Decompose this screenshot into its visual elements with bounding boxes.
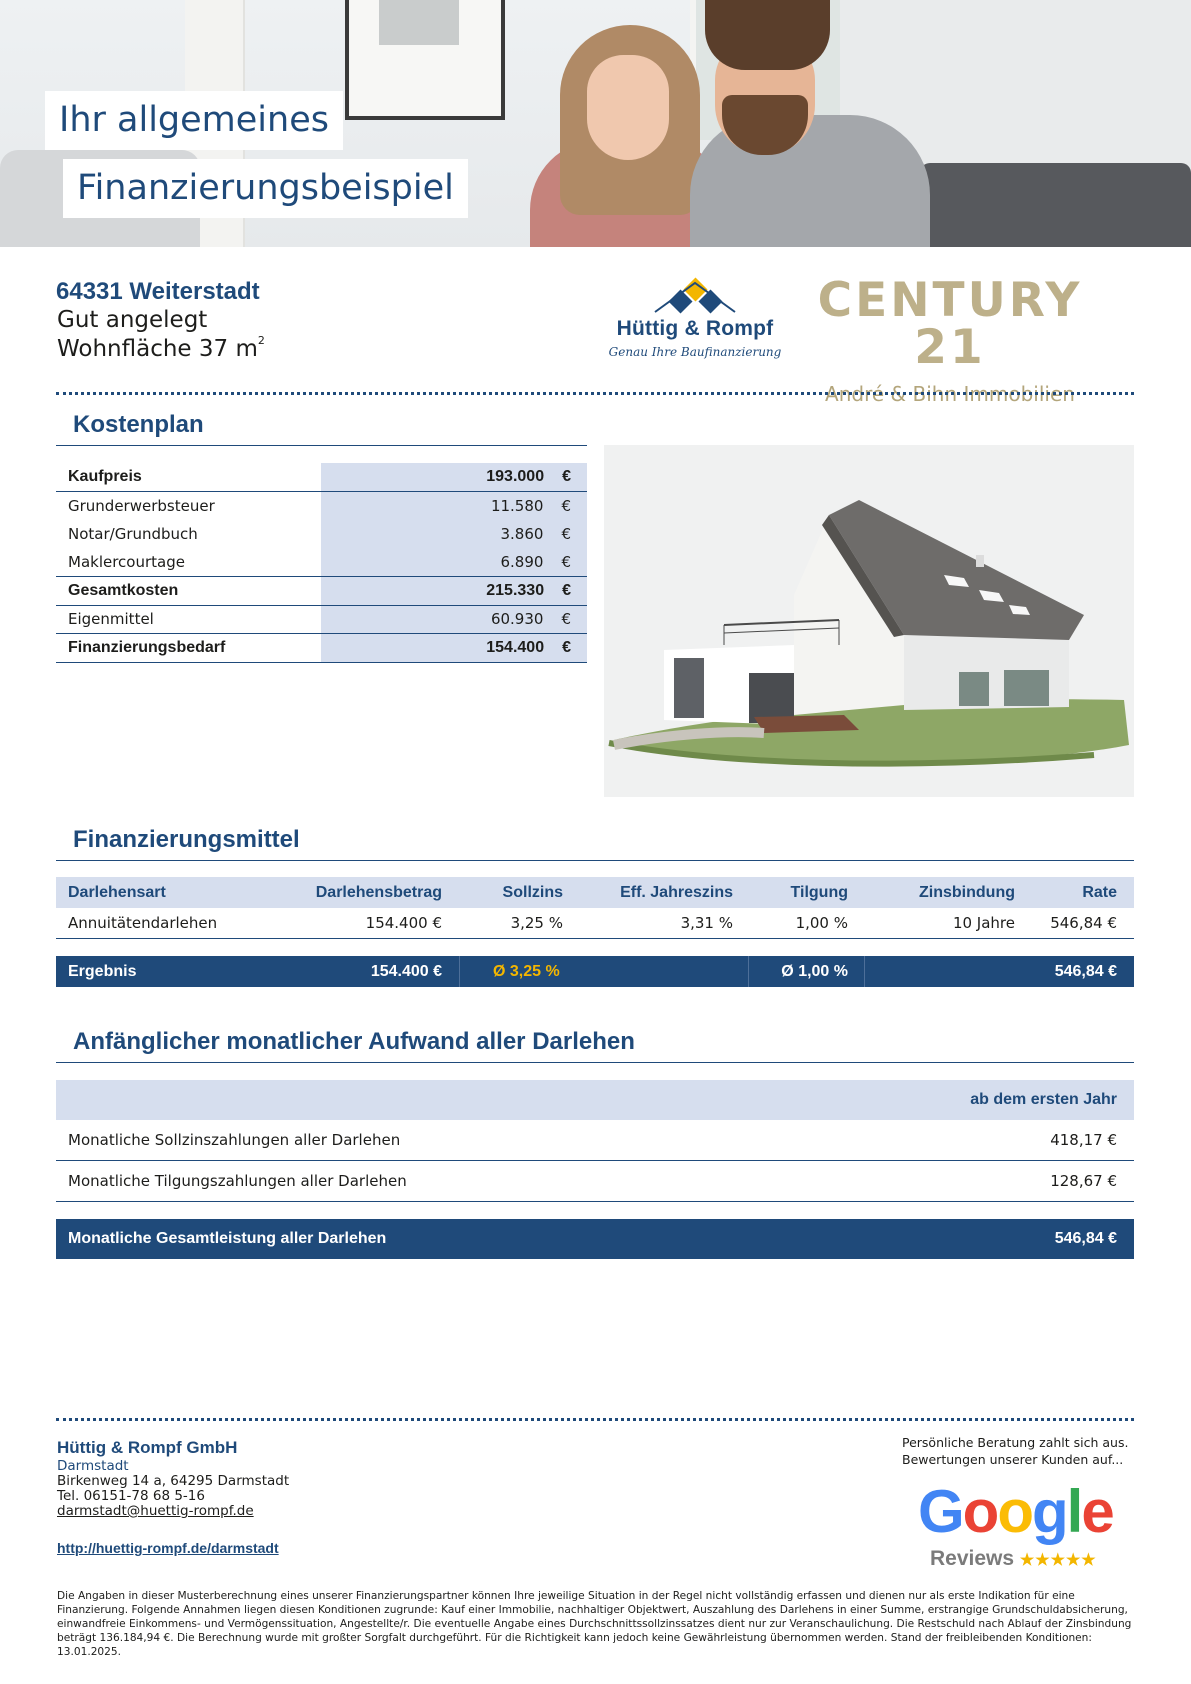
row-value: 418,17 € xyxy=(1050,1131,1117,1149)
partner-tagline: Genau Ihre Baufinanzierung xyxy=(608,345,782,359)
result-value: 546,84 € xyxy=(1054,1230,1117,1247)
row-label: Monatliche Sollzinszahlungen aller Darlehen xyxy=(68,1131,401,1149)
aufwand-row-sollzins xyxy=(56,1120,1134,1161)
huettig-rompf-logo xyxy=(605,275,785,370)
col-darlehensart: Darlehensart xyxy=(68,883,166,901)
rating-stars-icon: ★★★★★ xyxy=(1019,1552,1097,1569)
aufwand-header-row xyxy=(56,1080,1134,1120)
col-rate: Rate xyxy=(1082,883,1117,901)
row-label: Maklercourtage xyxy=(68,553,185,572)
col-sollzins: Sollzins xyxy=(502,883,563,901)
property-area-unit: 2 xyxy=(257,334,265,347)
legal-disclaimer: Die Angaben in dieser Musterberechnung eines unserer Finanzierungspartner können Ihre jeweilige Situation in der Regel nicht vollständig erfassen und dienen nur als erste Indikation für eine Finanzierung. Folgende Annahmen liegen diesen Konditionen zugrunde: Kauf einer Immobilie, nachhaltiger Objektwert, Auszahlung des Darlehens in einer Summe, erstrangige Grundschuldabsicherung, einwandfreie Einkommens- und Vermögenssituation, Angestellte/r. Die eventuelle Angabe eines Durchschnittssollzinssatzes dient nur zur Veranschaulichung. Die Restschuld nach Ablauf der Zinsbindung beträgt 136.184,94 €. Die Berechnung wurde mit großter Sorgfalt durchgeführt. Für die Richtigkeit kann jedoch keine Gewährleistung übernommen werden. Stand der freibleibenden Konditionen: 13.01.2025. xyxy=(57,1590,1132,1658)
cell-eff-jahreszins: 3,31 % xyxy=(680,914,733,932)
property-location: 64331 Weiterstadt xyxy=(56,278,260,305)
huettig-rompf-diamond-icon xyxy=(605,275,785,315)
kostenplan-row-grunderwerbsteuer xyxy=(56,492,587,521)
century21-logo xyxy=(785,273,1115,406)
kostenplan-row-maklercourtage xyxy=(56,549,587,578)
result-separator xyxy=(459,956,460,987)
currency: € xyxy=(561,553,571,572)
row-value-cell xyxy=(321,549,587,577)
footer-city: Darmstadt xyxy=(57,1458,129,1474)
col-tilgung: Tilgung xyxy=(790,883,848,901)
footer-address: Birkenweg 14 a, 64295 Darmstadt xyxy=(57,1473,290,1489)
kostenplan-row-notar xyxy=(56,520,587,549)
result-betrag: 154.400 € xyxy=(370,962,442,980)
kostenplan-title: Kostenplan xyxy=(73,411,204,438)
hero-man-hair xyxy=(705,0,830,70)
result-label: Monatliche Gesamtleistung aller Darlehen xyxy=(68,1230,387,1247)
hero-sofa-right xyxy=(920,163,1191,247)
century21-wordmark: CENTURY 21 xyxy=(817,273,1083,375)
aufwand-result-row xyxy=(56,1219,1134,1259)
property-area xyxy=(57,336,265,362)
finanzierungsmittel-result-row xyxy=(56,956,1134,987)
finanzierungsmittel-title: Finanzierungsmittel xyxy=(73,826,300,853)
row-value-cell xyxy=(321,634,587,662)
row-label: Finanzierungsbedarf xyxy=(68,638,226,656)
review-line-2: Bewertungen unserer Kunden auf... xyxy=(902,1452,1124,1467)
row-label: Eigenmittel xyxy=(68,610,154,629)
roof-lines-icon xyxy=(605,275,785,315)
col-eff-jahreszins: Eff. Jahreszins xyxy=(620,883,733,901)
row-value-cell xyxy=(321,463,587,491)
row-value-cell xyxy=(321,520,587,549)
row-label: Grunderwerbsteuer xyxy=(68,496,215,515)
currency: € xyxy=(561,610,571,629)
result-rate: 546,84 € xyxy=(1054,962,1117,980)
row-label: Kaufpreis xyxy=(68,467,142,485)
dotted-divider-top xyxy=(56,392,1134,395)
row-value: 128,67 € xyxy=(1050,1172,1117,1190)
kostenplan-row-gesamtkosten xyxy=(56,577,587,606)
review-line-1: Persönliche Beratung zahlt sich aus. xyxy=(902,1435,1129,1450)
result-sollzins: Ø 3,25 % xyxy=(493,962,560,980)
row-value-cell xyxy=(321,577,587,605)
aufwand-underline xyxy=(56,1062,1134,1063)
cell-darlehensbetrag: 154.400 € xyxy=(365,914,442,932)
kostenplan-table xyxy=(56,463,587,663)
row-label: Notar/Grundbuch xyxy=(68,525,198,544)
finanzierungsmittel-data-row xyxy=(56,908,1134,939)
hero-banner xyxy=(0,0,1191,247)
partner-name: Hüttig & Rompf xyxy=(616,317,774,340)
col-ab-dem-ersten-jahr: ab dem ersten Jahr xyxy=(970,1091,1117,1108)
house-illustration xyxy=(604,445,1134,797)
currency: € xyxy=(562,467,571,485)
cell-tilgung: 1,00 % xyxy=(795,914,848,932)
hero-woman-face xyxy=(587,55,669,160)
finanzierungsmittel-underline xyxy=(56,860,1134,861)
kostenplan-row-kaufpreis xyxy=(56,463,587,492)
col-darlehensbetrag: Darlehensbetrag xyxy=(315,883,442,901)
cell-darlehensart: Annuitätendarlehen xyxy=(68,914,218,932)
row-value: 60.930 xyxy=(490,610,544,629)
google-logo[interactable]: Google xyxy=(918,1478,1113,1545)
google-reviews-badge xyxy=(930,1547,1097,1571)
footer-phone: Tel. 06151-78 68 5-16 xyxy=(57,1488,205,1504)
cell-zinsbindung: 10 Jahre xyxy=(952,914,1015,932)
row-value-cell xyxy=(321,492,587,521)
property-area-label: Wohnfläche 37 m xyxy=(57,336,258,362)
currency: € xyxy=(562,638,571,656)
row-value: 3.860 xyxy=(500,525,544,544)
cell-sollzins: 3,25 % xyxy=(510,914,563,932)
row-value: 193.000 xyxy=(486,467,545,485)
footer-company: Hüttig & Rompf GmbH xyxy=(57,1438,238,1457)
hero-title-line-2: Finanzierungsbeispiel xyxy=(63,159,468,218)
hero-picture-frame xyxy=(345,0,505,120)
currency: € xyxy=(561,525,571,544)
aufwand-row-tilgung xyxy=(56,1161,1134,1202)
house-image xyxy=(604,445,1134,797)
row-label: Gesamtkosten xyxy=(68,581,179,599)
currency: € xyxy=(562,581,571,599)
result-separator xyxy=(864,956,865,987)
cell-rate: 546,84 € xyxy=(1050,914,1117,932)
row-value: 154.400 xyxy=(486,638,545,656)
kostenplan-row-eigenmittel xyxy=(56,606,587,635)
dotted-divider-bottom xyxy=(56,1418,1134,1421)
hero-title-line-1: Ihr allgemeines xyxy=(45,91,343,150)
col-zinsbindung: Zinsbindung xyxy=(919,883,1015,901)
row-value: 6.890 xyxy=(500,553,544,572)
aufwand-title: Anfänglicher monatlicher Aufwand aller Darlehen xyxy=(73,1028,635,1055)
result-tilgung: Ø 1,00 % xyxy=(781,962,848,980)
result-label: Ergebnis xyxy=(68,962,137,980)
reviews-label: Reviews xyxy=(930,1547,1015,1570)
footer-website-link[interactable]: http://huettig-rompf.de/darmstadt xyxy=(57,1540,279,1556)
row-value: 215.330 xyxy=(486,581,545,599)
row-value-cell xyxy=(321,606,587,634)
kostenplan-underline xyxy=(56,445,587,446)
footer-email-link[interactable]: darmstadt@huettig-rompf.de xyxy=(57,1503,254,1519)
row-value: 11.580 xyxy=(490,496,544,515)
row-label: Monatliche Tilgungszahlungen aller Darlehen xyxy=(68,1172,407,1190)
property-tagline: Gut angelegt xyxy=(57,307,208,333)
finanzierungsmittel-header-row xyxy=(56,877,1134,908)
review-text xyxy=(902,1434,1142,1468)
currency: € xyxy=(561,496,571,515)
kostenplan-row-finanzierungsbedarf xyxy=(56,634,587,663)
agency-name: André & Bihn Immobilien xyxy=(825,382,1075,406)
